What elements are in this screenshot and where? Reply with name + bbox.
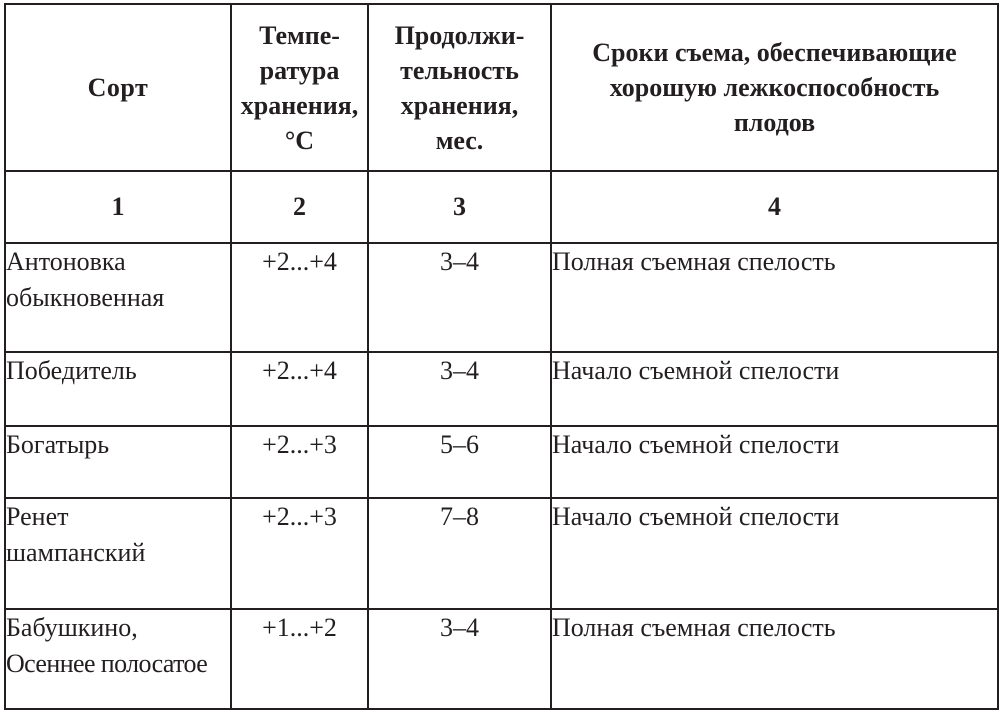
column-number: 1: [5, 171, 231, 243]
harvest-cell: Начало съемной спелости: [551, 498, 998, 609]
column-number: 2: [231, 171, 368, 243]
temperature-cell: +2...+3: [231, 498, 368, 609]
variety-cell: [5, 243, 231, 352]
harvest-cell: Начало съемной спелости: [551, 352, 998, 426]
table-row: [5, 609, 998, 709]
header-temperature-line: °С: [284, 125, 315, 155]
column-number: 4: [551, 171, 998, 243]
duration-cell: 7–8: [368, 498, 551, 609]
variety-line: Антоновка: [6, 247, 126, 276]
table-row: [5, 426, 998, 498]
harvest-cell: Начало съемной спелости: [551, 426, 998, 498]
variety-line: обыкновенная: [6, 283, 165, 312]
variety-line: Осеннее полосатое: [6, 649, 208, 678]
table-row: [5, 243, 998, 352]
duration-cell: 5–6: [368, 426, 551, 498]
header-duration: [368, 4, 551, 171]
header-row: [5, 4, 998, 171]
header-duration-line: тельность: [400, 55, 519, 85]
harvest-cell: Полная съемная спелость: [551, 243, 998, 352]
variety-line: Бабушкино,: [6, 613, 138, 642]
temperature-cell: +2...+3: [231, 426, 368, 498]
variety-line: Победитель: [6, 356, 137, 385]
header-harvest: [551, 4, 998, 171]
variety-cell: [5, 609, 231, 709]
variety-line: Ренет: [6, 502, 69, 531]
header-variety: Сорт: [5, 4, 231, 171]
storage-table: [4, 3, 999, 710]
variety-line: шампанский: [6, 538, 146, 567]
variety-cell: [5, 498, 231, 609]
header-temperature: [231, 4, 368, 171]
header-harvest-line: плодов: [733, 108, 816, 137]
header-duration-line: Продолжи-: [394, 20, 525, 50]
variety-cell: [5, 352, 231, 426]
table-row: [5, 352, 998, 426]
column-number-row: [5, 171, 998, 243]
duration-cell: 3–4: [368, 352, 551, 426]
variety-line: Богатырь: [6, 430, 110, 459]
header-temperature-line: Темпе-: [259, 20, 340, 50]
duration-cell: 3–4: [368, 243, 551, 352]
table-row: [5, 498, 998, 609]
harvest-cell: Полная съемная спелость: [551, 609, 998, 709]
column-number: 3: [368, 171, 551, 243]
temperature-cell: +2...+4: [231, 352, 368, 426]
variety-cell: [5, 426, 231, 498]
header-duration-line: хранения,: [400, 90, 519, 120]
header-harvest-line: хорошую лежкоспособность: [609, 73, 940, 102]
header-harvest-line: Сроки съема, обеспечивающие: [592, 38, 957, 67]
temperature-cell: +1...+2: [231, 609, 368, 709]
duration-cell: 3–4: [368, 609, 551, 709]
header-duration-line: мес.: [435, 125, 484, 155]
header-temperature-line: ратура: [259, 55, 340, 85]
header-temperature-line: хранения,: [240, 90, 359, 120]
temperature-cell: +2...+4: [231, 243, 368, 352]
